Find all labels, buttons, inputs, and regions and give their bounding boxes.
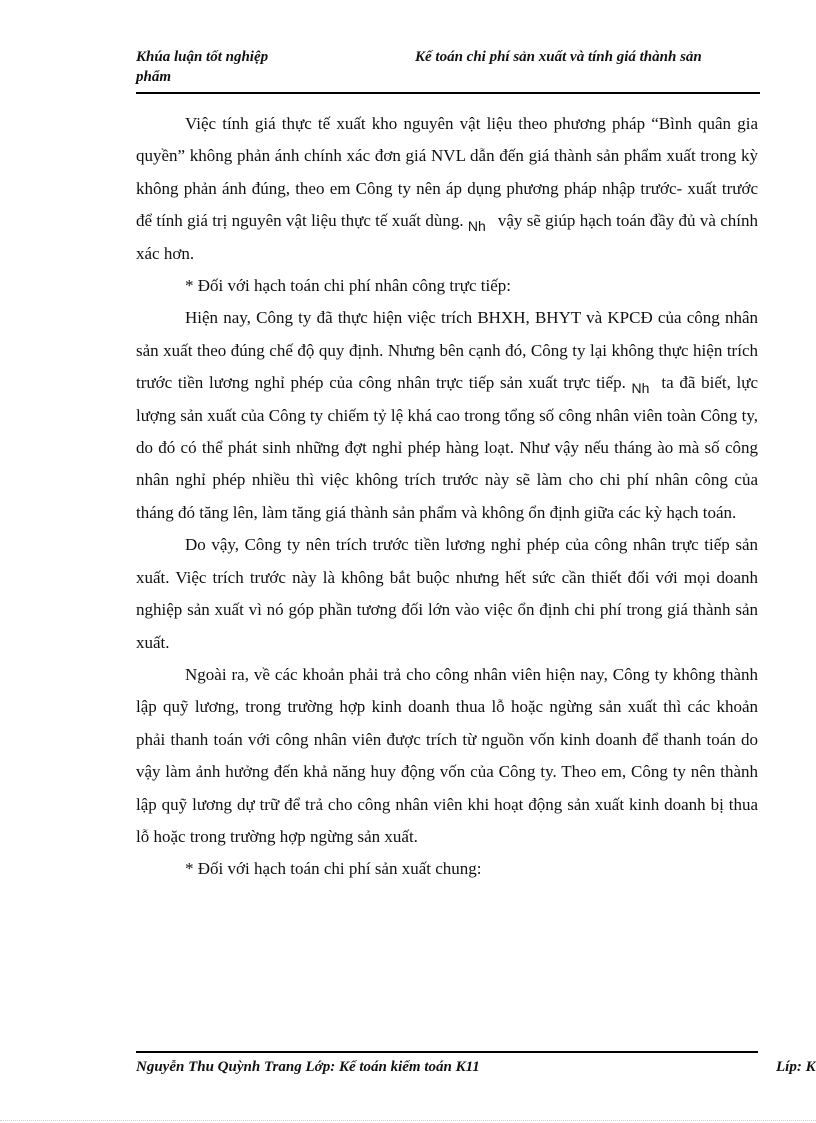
page-bottom-edge	[0, 1120, 816, 1121]
header-title-left: Khúa luận tốt nghiệp	[136, 49, 269, 65]
header-title-left-continued: phẩm	[136, 69, 172, 85]
footer-class-label: Líp: K	[776, 1059, 816, 1075]
footer-divider	[136, 1051, 758, 1053]
header-title-right: Kế toán chi phí sản xuất và tính giá thành sản	[415, 49, 702, 65]
paragraph-leave-accrual-text: Hiện nay, Công ty đã thực hiện việc trích BHXH, BHYT và KPCĐ của công nhân sản xuất theo đúng chế độ quy định. Nhưng bên cạnh đó, Công ty lại không thực hiện trích trước tiền lương nghỉ phép của công nhân trực tiếp sản xuất trực tiếp.	[136, 308, 758, 393]
section-heading-direct-labor: * Đối với hạch toán chi phí nhân công trực tiếp:	[185, 276, 512, 296]
document-body	[136, 108, 758, 886]
nh-fragment: Nh	[467, 218, 486, 235]
paragraph-leave-accrual-text-end: ta đã biết, lực lượng sản xuất của Công ty chiếm tỷ lệ khá cao trong tổng số công nhân viên toàn Công ty, do đó có thể phát sinh những đợt nghỉ phép hàng loạt. Như vậy nếu tháng ào mà số công nhân nghỉ phép nhiều thì việc không trích trước này sẽ làm cho chi phí nhân công của tháng đó tăng lên, làm tăng giá thành sản phẩm và không ổn định giữa các kỳ hạch toán.	[136, 373, 759, 522]
footer-author-class: Nguyễn Thu Quỳnh Trang Lớp: Kế toán kiểm toán K11	[136, 1059, 480, 1075]
paragraph-leave-accrual	[136, 302, 758, 529]
paragraph-fifo-method	[136, 108, 758, 270]
page-header	[136, 48, 760, 94]
section-heading-general-costs: * Đối với hạch toán chi phí sản xuất chung:	[185, 859, 482, 879]
paragraph-salary-fund: Ngoài ra, về các khoản phải trả cho công nhân viên hiện nay, Công ty không thành lập quỹ lương, trong trường hợp kinh doanh thua lỗ hoặc ngừng sản xuất thì các khoản phải thanh toán với công nhân viên được trích từ nguồn vốn kinh doanh để thanh toán do vậy làm ảnh hưởng đến khả năng huy động vốn của Công ty. Theo em, Công ty nên thành lập quỹ lương dự trữ để trả cho công nhân viên khi hoạt động sản xuất kinh doanh bị thua lỗ hoặc trong trường hợp ngừng sản xuất.	[136, 664, 758, 846]
paragraph-fifo-method-text-end: vậy sẽ giúp hạch toán đầy đủ và chính xác hơn.	[136, 211, 758, 263]
paragraph-fifo-method-text: Việc tính giá thực tế xuất kho nguyên vật liệu theo phương pháp “Bình quân gia quyền” không phản ánh chính xác đơn giá NVL dẫn đến giá thành sản phẩm xuất trong kỳ không phản ánh đúng, theo em Công ty nên áp dụng phương pháp nhập trước- xuất trước để tính giá trị nguyên vật liệu thực tế xuất dùng.	[136, 114, 758, 231]
nh-fragment: Nh	[631, 380, 650, 397]
page-footer	[136, 1057, 816, 1079]
paragraph-recommendation: Do vậy, Công ty nên trích trước tiền lương nghỉ phép của công nhân trực tiếp sản xuất. Việc trích trước này là không bắt buộc nhưng hết sức cần thiết đối với mọi doanh nghiệp sản xuất vì nó góp phần tương đối lớn vào việc ổn định chi phí trong giá thành sản xuất.	[136, 535, 758, 652]
